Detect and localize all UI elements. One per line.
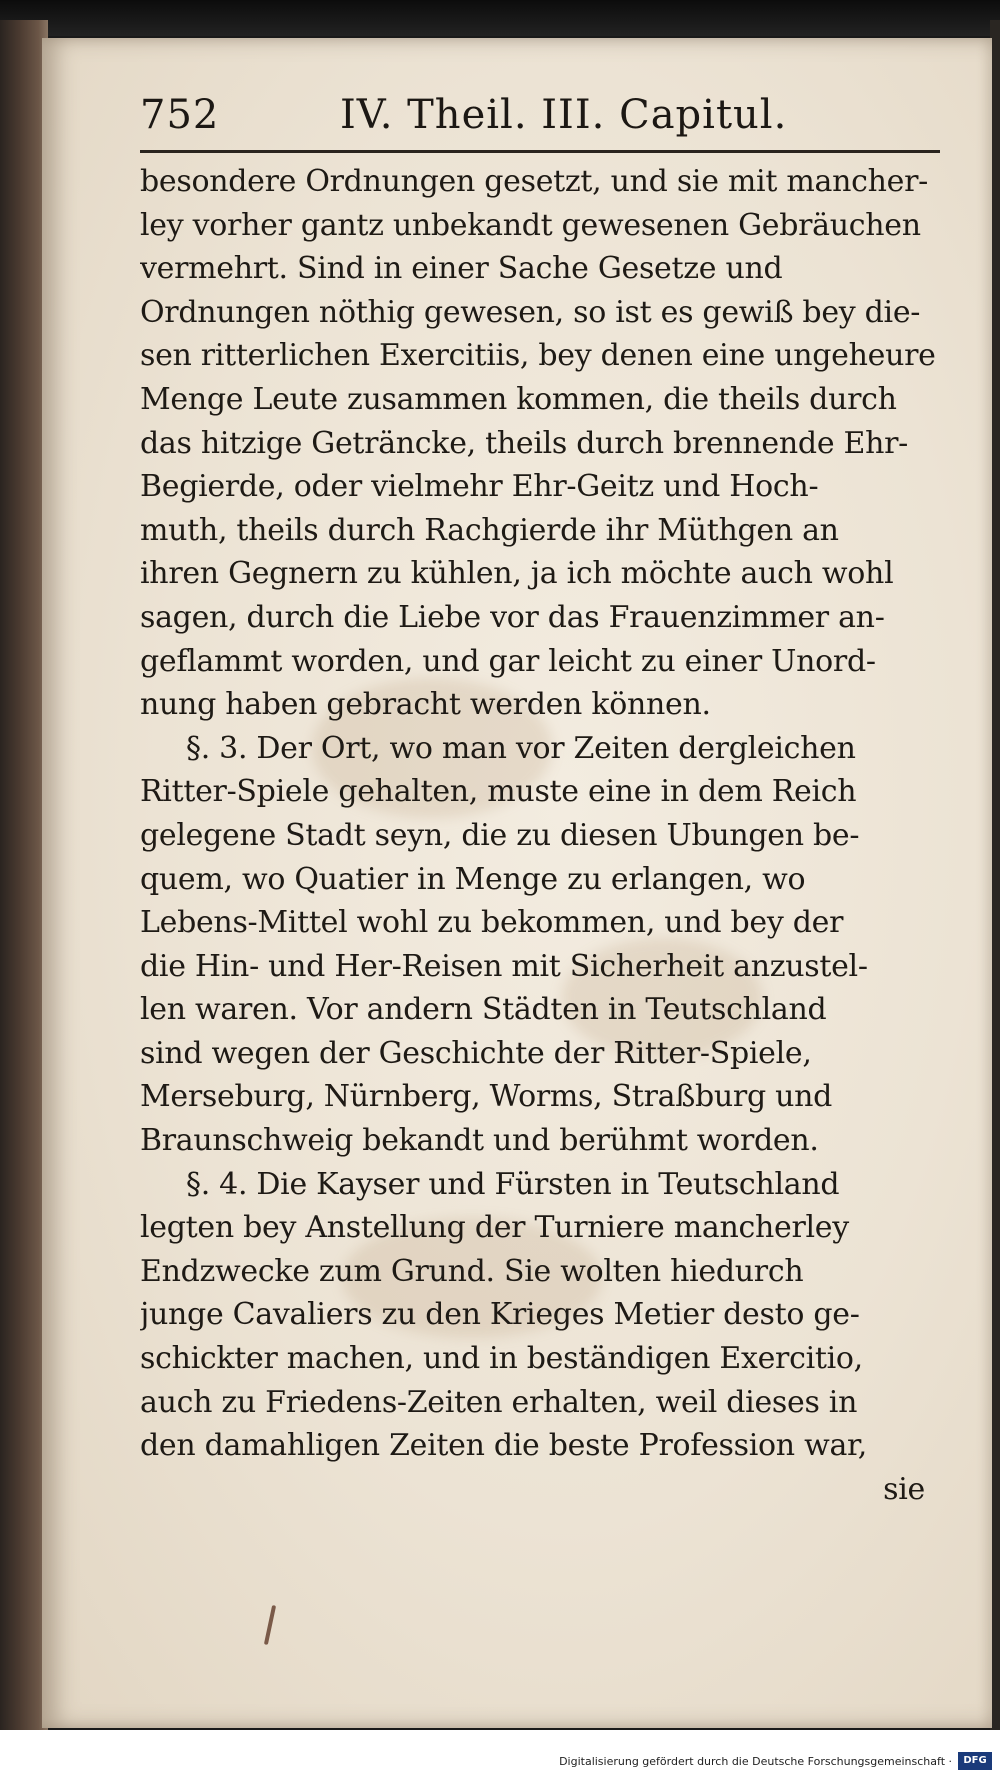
text-line: den damahligen Zeiten die beste Profession war, (140, 1428, 868, 1464)
body-text (140, 160, 945, 1511)
text-line: ihren Gegnern zu kühlen, ja ich möchte auch wohl (140, 556, 894, 592)
text-line: Ritter-Spiele gehalten, muste eine in dem Reich (140, 774, 857, 810)
text-line: das hitzige Geträncke, theils durch brennende Ehr- (140, 425, 909, 461)
text-line: sind wegen der Geschichte der Ritter-Spiele, (140, 1035, 812, 1071)
text-line: sen ritterlichen Exercitiis, bey denen eine ungeheure (140, 338, 936, 374)
text-line: schickter machen, und in beständigen Exercitio, (140, 1341, 863, 1377)
digitization-credit: Digitalisierung gefördert durch die Deutsche Forschungsgemeinschaft · (559, 1755, 952, 1768)
running-head: IV. Theil. III. Capitul. (340, 92, 788, 138)
text-line: Ordnungen nöthig gewesen, so ist es gewiß bey die- (140, 294, 921, 330)
text-line: geflammt worden, und gar leicht zu einer Unord- (140, 643, 876, 679)
text-line: Begierde, oder vielmehr Ehr-Geitz und Hoch- (140, 469, 819, 505)
text-line: ley vorher gantz unbekandt gewesenen Gebräuchen (140, 207, 921, 243)
paragraph-start-line: §. 4. Die Kayser und Fürsten in Teutschland (186, 1166, 840, 1202)
text-line: vermehrt. Sind in einer Sache Gesetze und (140, 251, 783, 287)
text-line: legten bey Anstellung der Turniere mancherley (140, 1210, 849, 1246)
book-spine-edge (0, 20, 48, 1730)
page-header (100, 84, 950, 144)
paragraph-start-line: §. 3. Der Ort, wo man vor Zeiten dergleichen (186, 730, 856, 766)
footer-bar (0, 1730, 1000, 1777)
text-line: Merseburg, Nürnberg, Worms, Straßburg und (140, 1079, 833, 1115)
scan-border-top (0, 0, 1000, 36)
text-line: Endzwecke zum Grund. Sie wolten hiedurch (140, 1253, 804, 1289)
text-line: auch zu Friedens-Zeiten erhalten, weil dieses in (140, 1384, 858, 1420)
text-line: sagen, durch die Liebe vor das Frauenzimmer an- (140, 599, 885, 635)
text-line: nung haben gebracht werden können. (140, 687, 711, 723)
text-line: Menge Leute zusammen kommen, die theils durch (140, 381, 897, 417)
text-line: besondere Ordnungen gesetzt, und sie mit mancher- (140, 164, 928, 199)
text-line: muth, theils durch Rachgierde ihr Müthgen an (140, 512, 839, 548)
catchword: sie (883, 1471, 925, 1507)
text-line: Braunschweig bekandt und berühmt worden. (140, 1123, 819, 1159)
text-line: len waren. Vor andern Städten in Teutschland (140, 992, 827, 1028)
text-line: Lebens-Mittel wohl zu bekommen, und bey der (140, 905, 844, 941)
dfg-logo: DFG (958, 1752, 992, 1770)
text-line: quem, wo Quatier in Menge zu erlangen, wo (140, 861, 806, 897)
page-number: 752 (140, 92, 220, 138)
text-line: gelegene Stadt seyn, die zu diesen Ubungen be- (140, 817, 860, 853)
text-line: junge Cavaliers zu den Krieges Metier desto ge- (140, 1297, 860, 1333)
header-rule (140, 150, 940, 153)
text-line: die Hin- und Her-Reisen mit Sicherheit anzustel- (140, 948, 868, 984)
